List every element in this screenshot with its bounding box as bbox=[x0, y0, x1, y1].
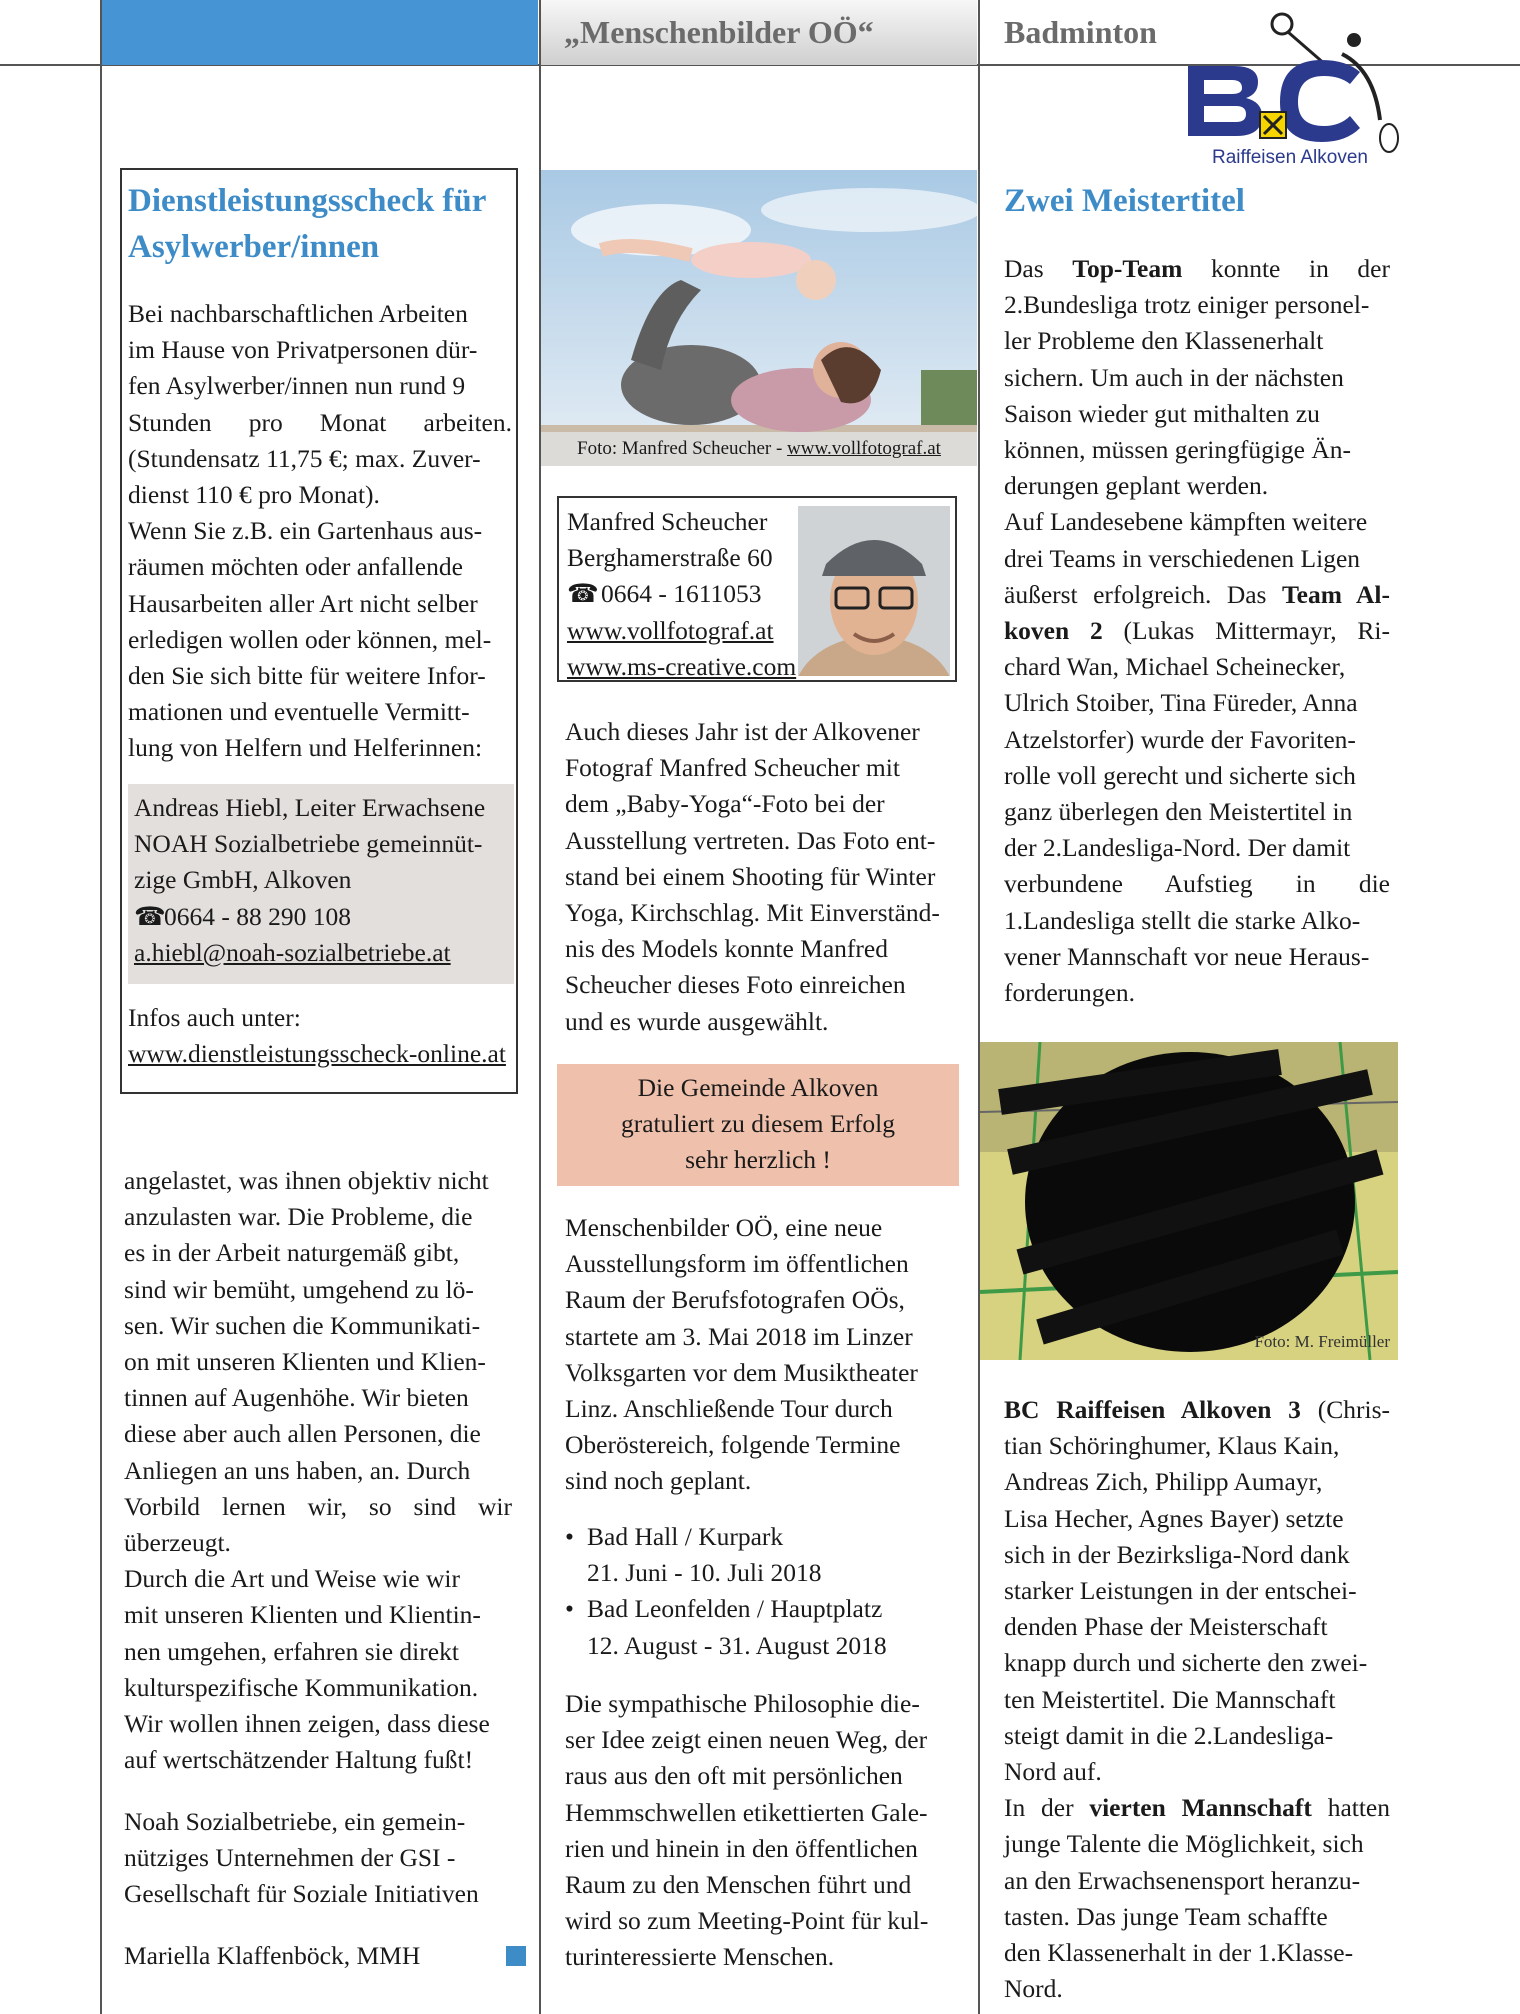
event-place: • Bad Hall / Kurpark bbox=[587, 1522, 784, 1551]
text-line: Saison wieder gut mithalten zu bbox=[1004, 398, 1320, 428]
info-label: Infos auch unter: bbox=[128, 1003, 301, 1032]
congrats-line: Die Gemeinde Alkoven bbox=[637, 1073, 879, 1102]
congrats-line: gratuliert zu diesem Erfolg bbox=[620, 1109, 896, 1138]
text-line: Menschenbilder OÖ, eine neue bbox=[565, 1213, 883, 1242]
text-line: Fotograf Manfred Scheucher mit bbox=[565, 753, 900, 783]
text-line: Ulrich Stoiber, Tina Füreder, Anna bbox=[1004, 688, 1358, 718]
text-line: rolle voll gerecht und sicherte sich bbox=[1004, 760, 1356, 790]
text-line: Vorbild lernen wir, so sind wir bbox=[124, 1491, 512, 1521]
text-line: ten Meistertitel. Die Mannschaft bbox=[1004, 1684, 1336, 1714]
text-line: Ausstellungsform im öffentlichen bbox=[565, 1249, 909, 1279]
text-line: überzeugt. bbox=[124, 1528, 231, 1558]
text-line: ler Probleme den Klassenerhalt bbox=[1004, 326, 1324, 356]
text-line: Hausarbeiten aller Art nicht selber bbox=[128, 588, 478, 618]
text-line: vener Mannschaft vor neue Heraus- bbox=[1004, 941, 1370, 971]
text-line: verbundene Aufstieg in die bbox=[1004, 869, 1390, 899]
caption-prefix: Foto: Manfred Scheucher - bbox=[577, 438, 788, 459]
text-line: nen umgehen, erfahren sie direkt bbox=[124, 1636, 459, 1666]
text-line: raus aus den oft mit persönlichen bbox=[565, 1761, 903, 1791]
contact-email-link[interactable]: a.hiebl@noah-sozialbetriebe.at bbox=[134, 937, 451, 967]
text-line: stand bei einem Shooting für Winter bbox=[565, 861, 936, 891]
text-line: Oberöstereich, folgende Termine bbox=[565, 1430, 901, 1460]
contact-details bbox=[134, 790, 510, 971]
text-line: auf wertschätzender Haltung fußt! bbox=[124, 1745, 474, 1775]
text-run: hatten bbox=[1311, 1793, 1390, 1823]
text-line: turinteressierte Menschen. bbox=[565, 1942, 835, 1972]
text-line: Lisa Hecher, Agnes Bayer) setzte bbox=[1004, 1503, 1344, 1533]
text-line: steigt damit in die 2.Landesliga- bbox=[1004, 1720, 1334, 1750]
event-list bbox=[565, 1519, 953, 1664]
left-body-text bbox=[124, 1163, 512, 1778]
text-line: es in der Arbeit naturgemäß gibt, bbox=[124, 1238, 460, 1268]
event-item bbox=[565, 1519, 953, 1591]
text-line: derungen geplant werden. bbox=[1004, 471, 1269, 501]
text-line: Stunden pro Monat arbeiten. bbox=[128, 407, 512, 437]
text-line: on mit unseren Klienten und Klien- bbox=[124, 1347, 486, 1377]
text-line: Durch die Art und Weise wie wir bbox=[124, 1564, 460, 1594]
text-run: äußerst erfolgreich. Das bbox=[1004, 579, 1282, 609]
text-line: sind noch geplant. bbox=[565, 1466, 752, 1496]
text-line: starker Leistungen in der entschei- bbox=[1004, 1576, 1357, 1606]
text-line: Nord. bbox=[1004, 1974, 1063, 2004]
text-line: anzulasten war. Die Probleme, die bbox=[124, 1202, 473, 1232]
text-line: Noah Sozialbetriebe, ein gemein- bbox=[124, 1807, 466, 1836]
text-line: dienst 110 € pro Monat). bbox=[128, 480, 380, 510]
photographer-web-link-2[interactable]: www.ms-creative.com bbox=[567, 651, 797, 681]
text-line: erledigen wollen oder können, mel- bbox=[128, 624, 492, 654]
text-line: Die sympathische Philosophie die- bbox=[565, 1689, 920, 1718]
header-blue-bar bbox=[102, 0, 538, 65]
text-line: tinnen auf Augenhöhe. Wir bieten bbox=[124, 1383, 469, 1413]
info-block bbox=[128, 1000, 512, 1072]
text-line: im Hause von Privatpersonen dür- bbox=[128, 335, 478, 365]
box-title: Dienstleistungsscheck für Asylwerber/innen bbox=[128, 183, 486, 265]
text-line: an den Erwachsenensport heranzu- bbox=[1004, 1865, 1361, 1895]
text-line: Auch dieses Jahr ist der Alkovener bbox=[565, 717, 920, 746]
badminton-paragraph-3 bbox=[1004, 1392, 1390, 2007]
text-run: (Lukas Mittermayr, Ri- bbox=[1102, 616, 1390, 646]
text-run-bold: vierten Mannschaft bbox=[1089, 1793, 1312, 1823]
center-paragraph-3 bbox=[565, 1686, 953, 1976]
event-place: • Bad Leonfelden / Hauptplatz bbox=[587, 1594, 883, 1624]
center-paragraph-1 bbox=[565, 714, 953, 1040]
text-line: nütziges Unternehmen der GSI - bbox=[124, 1843, 456, 1873]
contact-line: Andreas Hiebl, Leiter Erwachsene bbox=[134, 793, 486, 822]
contact-line: NOAH Sozialbetriebe gemeinnüt- bbox=[134, 829, 483, 859]
text-line: Gesellschaft für Soziale Initiativen bbox=[124, 1879, 479, 1909]
author: Mariella Klaffenböck, MMH bbox=[124, 1941, 421, 1970]
section-title-menschenbilder: „Menschenbilder OÖ“ bbox=[564, 14, 874, 50]
text-run-bold: koven 2 bbox=[1004, 616, 1103, 646]
text-line: Raum der Berufsfotografen OÖs, bbox=[565, 1285, 905, 1315]
photographer-portrait bbox=[798, 506, 950, 676]
text-line: tasten. Das junge Team schaffte bbox=[1004, 1901, 1328, 1931]
text-line: Bei nachbarschaftlichen Arbeiten bbox=[128, 299, 468, 328]
text-line: chard Wan, Michael Scheinecker, bbox=[1004, 652, 1346, 682]
text-line: kulturspezifische Kommunikation. bbox=[124, 1672, 479, 1702]
center-paragraph-2 bbox=[565, 1210, 953, 1500]
text-line: angelastet, was ihnen objektiv nicht bbox=[124, 1166, 489, 1195]
text-line: Nord auf. bbox=[1004, 1757, 1102, 1787]
text-line: ganz überlegen den Meistertitel in bbox=[1004, 797, 1353, 827]
text-line: 1.Landesliga stellt die starke Alko- bbox=[1004, 905, 1361, 935]
column-divider-1 bbox=[100, 0, 102, 2014]
contact-phone: 0664 - 88 290 108 bbox=[164, 901, 351, 931]
section-title-badminton: Badminton bbox=[1004, 14, 1157, 50]
text-line: 2.Bundesliga trotz einiger personel- bbox=[1004, 290, 1370, 320]
text-line: räumen möchten oder anfallende bbox=[128, 552, 463, 582]
contact-line: zige GmbH, Alkoven bbox=[134, 865, 352, 895]
text-line: rien und hinein in den öffentlichen bbox=[565, 1833, 918, 1863]
text-line: tian Schöringhumer, Klaus Kain, bbox=[1004, 1431, 1340, 1461]
photo-caption bbox=[541, 432, 977, 466]
text-line: dem „Baby-Yoga“-Foto bei der bbox=[565, 789, 885, 819]
text-line: mationen und eventuelle Vermitt- bbox=[128, 697, 470, 727]
text-line: Linz. Anschließende Tour durch bbox=[565, 1394, 893, 1424]
text-line: sichern. Um auch in der nächsten bbox=[1004, 362, 1344, 392]
caption-link[interactable]: www.vollfotograf.at bbox=[787, 438, 941, 459]
text-line: forderungen. bbox=[1004, 978, 1135, 1008]
text-line: Raum zu den Menschen führt und bbox=[565, 1870, 912, 1900]
text-line: knapp durch und sicherte den zwei- bbox=[1004, 1648, 1368, 1678]
text-line: denden Phase der Meisterschaft bbox=[1004, 1612, 1328, 1642]
photographer-phone: 0664 - 1611053 bbox=[601, 579, 762, 609]
text-line: Anliegen an uns haben, an. Durch bbox=[124, 1455, 471, 1485]
text-line: mit unseren Klienten und Klientin- bbox=[124, 1600, 481, 1630]
event-dates: 12. August - 31. August 2018 bbox=[587, 1630, 887, 1660]
text-run: Das bbox=[1004, 254, 1073, 283]
text-line: Yoga, Kirchschlag. Mit Einverständ- bbox=[565, 898, 940, 928]
text-line: nis des Models konnte Manfred bbox=[565, 934, 888, 964]
text-line: Auf Landesebene kämpften weitere bbox=[1004, 507, 1368, 537]
badminton-article-title: Zwei Meistertitel bbox=[1004, 183, 1245, 219]
event-dates: 21. Juni - 10. Juli 2018 bbox=[587, 1558, 822, 1588]
event-item bbox=[565, 1591, 953, 1663]
text-line: und es wurde ausgewählt. bbox=[565, 1006, 829, 1036]
text-line: diese aber auch allen Personen, die bbox=[124, 1419, 481, 1449]
text-run: konnte in der bbox=[1182, 254, 1390, 283]
text-run-bold: BC Raiffeisen Alkoven 3 bbox=[1004, 1395, 1301, 1424]
text-line: junge Talente die Möglichkeit, sich bbox=[1004, 1829, 1364, 1859]
box-body bbox=[128, 296, 512, 767]
text-line: können, müssen geringfügige Än- bbox=[1004, 435, 1352, 465]
organization-note bbox=[124, 1804, 512, 1913]
text-line: den Sie sich bitte für weitere Infor- bbox=[128, 661, 486, 691]
end-marker bbox=[506, 1946, 526, 1966]
text-line: Wir wollen ihnen zeigen, dass diese bbox=[124, 1709, 490, 1739]
photographer-web-link[interactable]: www.vollfotograf.at bbox=[567, 615, 774, 645]
team-photo-redacted bbox=[980, 1042, 1398, 1360]
phone-icon: ☎ bbox=[567, 579, 599, 609]
phone-icon: ☎ bbox=[134, 901, 166, 931]
photographer-street: Berghamerstraße 60 bbox=[567, 543, 773, 573]
text-line: sen. Wir suchen die Kommunikati- bbox=[124, 1310, 481, 1340]
text-run: (Chris- bbox=[1300, 1395, 1390, 1424]
text-line: fen Asylwerber/innen nun rund 9 bbox=[128, 371, 466, 401]
text-line: Hemmschwellen etikettierten Gale- bbox=[565, 1797, 928, 1827]
text-line: Volksgarten vor dem Musiktheater bbox=[565, 1357, 918, 1387]
text-line: (Stundensatz 11,75 €; max. Zuver- bbox=[128, 443, 481, 473]
text-line: sind wir bemüht, umgehend zu lö- bbox=[124, 1274, 474, 1304]
text-line: Scheucher dieses Foto einreichen bbox=[565, 970, 906, 1000]
info-link[interactable]: www.dienstleistungsscheck-online.at bbox=[128, 1039, 506, 1069]
photographer-details bbox=[567, 504, 797, 685]
congratulations-box bbox=[557, 1064, 959, 1186]
team-photo-credit: Foto: M. Freimüller bbox=[1254, 1332, 1390, 1351]
text-line: den Klassenerhalt in der 1.Klasse- bbox=[1004, 1938, 1354, 1968]
logo-subtitle: Raiffeisen Alkoven bbox=[1212, 147, 1368, 168]
text-run-bold: Top-Team bbox=[1072, 254, 1183, 283]
text-line: sich in der Bezirksliga-Nord dank bbox=[1004, 1539, 1350, 1569]
photographer-name: Manfred Scheucher bbox=[567, 507, 768, 536]
text-line: lung von Helfern und Helferinnen: bbox=[128, 733, 483, 763]
text-line: Atzelstorfer) wurde der Favoriten- bbox=[1004, 724, 1356, 754]
column-divider-3 bbox=[978, 0, 980, 2014]
text-line: Andreas Zich, Philipp Aumayr, bbox=[1004, 1467, 1323, 1497]
text-line: der 2.Landesliga-Nord. Der damit bbox=[1004, 833, 1351, 863]
baby-yoga-photo bbox=[541, 170, 977, 466]
text-line: startete am 3. Mai 2018 im Linzer bbox=[565, 1321, 913, 1351]
text-line: Wenn Sie z.B. ein Gartenhaus aus- bbox=[128, 516, 483, 546]
badminton-paragraph-1 bbox=[1004, 251, 1390, 1011]
text-line: ser Idee zeigt einen neuen Weg, der bbox=[565, 1725, 928, 1755]
text-run-bold: Team Al- bbox=[1281, 579, 1390, 609]
congrats-line: sehr herzlich ! bbox=[685, 1145, 831, 1174]
bc-raiffeisen-logo bbox=[1184, 10, 1402, 170]
text-line: drei Teams in verschiedenen Ligen bbox=[1004, 543, 1361, 573]
text-line: Ausstellung vertreten. Das Foto ent- bbox=[565, 825, 936, 855]
text-line: wird so zum Meeting-Point für kul- bbox=[565, 1906, 929, 1936]
text-run: In der bbox=[1004, 1793, 1090, 1823]
